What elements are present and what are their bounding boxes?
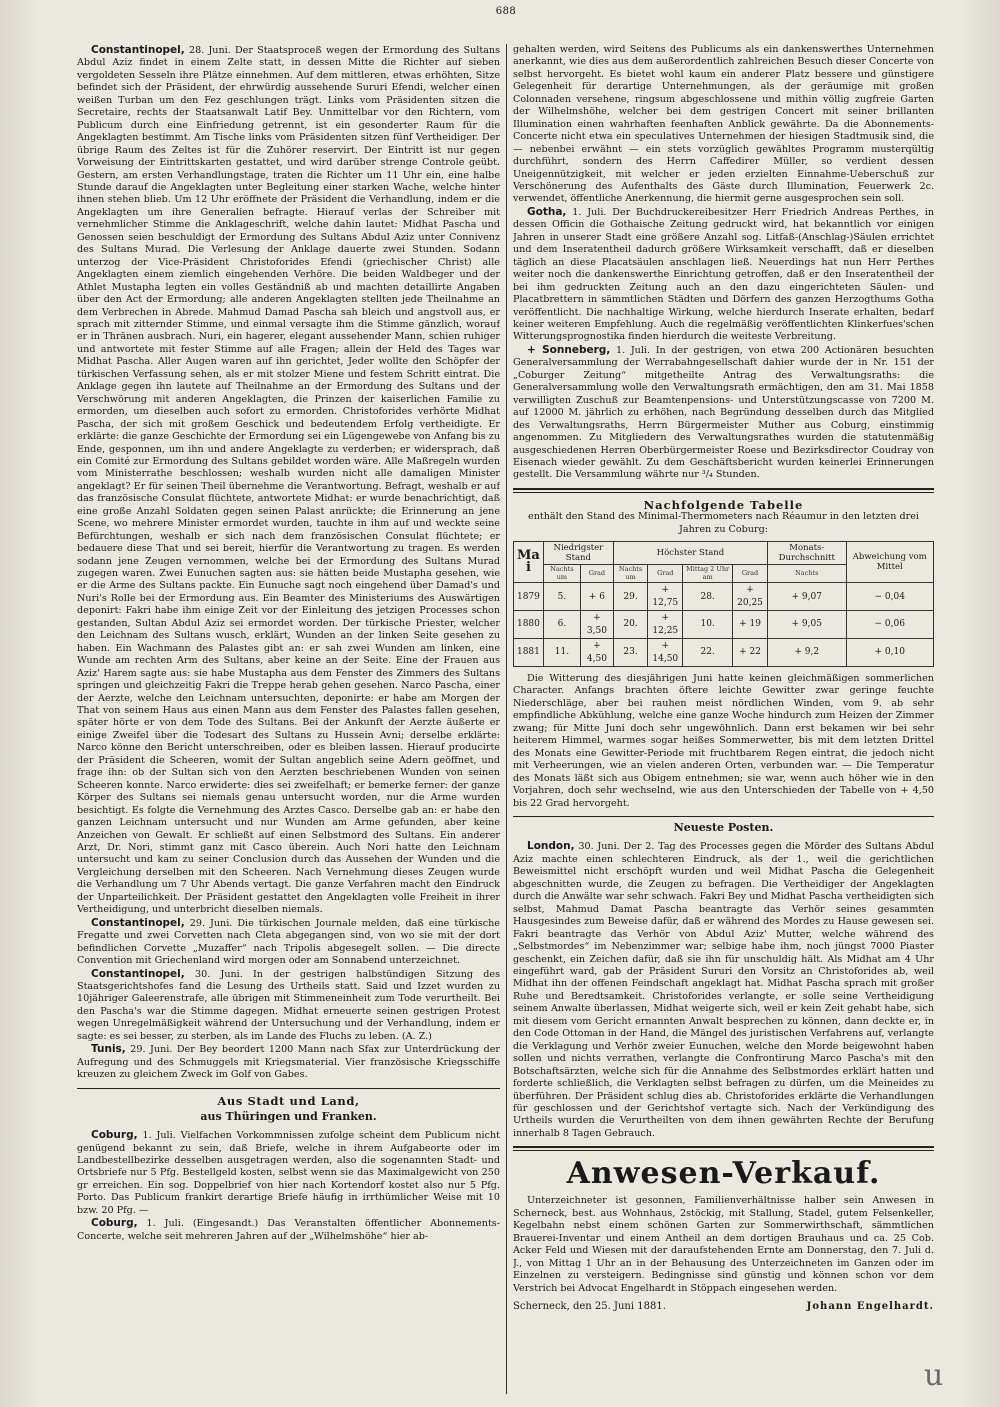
article-text: 29. Juni. Die türkischen Journale melden, daß eine türkische Fregatte und zwei Corvetten nach Cleta abgegangen sind, von wo sie mit der dort befindlichen Corvette „Muzaffer“ nach Tripolis abgesegelt sollen. — Die directe Convention mit Griechenland wird morgen oder am Sonnabend unterzeichnet. xyxy=(77,917,500,967)
weather-report: Die Witterung des diesjährigen Juni hatte keinen gleichmäßigen sommerlichen Character. Anfangs brachten öftere leichte Gewitter zwar geringe feuchte Niederschläge, aber bei rauhen meist nördlichen Winden, vom 9. ab sehr empfindliche Abkühlung, welche eine ganze Woche hindurch zum Heizen der Zimmer zwang; für Mitte Juni doch sehr ungewöhnlich. Dann erst bekamen wir bei sehr heiterem Himmel, warmes sogar heißes Sommerwetter, bis mit dem letzten Drittel des Monats eine Gewitter-Periode mit fruchtbarem Regen eintrat, die jedoch nicht mit Verheerungen, wie an vielen anderen Orten, verbunden war. — Die Temperatur des Monats läßt sich aus Obigem entnehmen; sie war, wenn auch höher wie in den Vorjahren, doch sehr wechselnd, wie aus den Unterschieden der Tabelle von + 4,50 bis 22 Grad hervorgeht. xyxy=(513,673,934,809)
cell: 11. xyxy=(543,639,580,667)
header-noon: Mittag 2 Uhr am xyxy=(683,565,733,583)
article-text: 1. Juli. Der Buchdruckereibesitzer Herr Friedrich Andreas Perthes, in dessen Officin die Gothaische Zeitung gedruckt wird, hat bekanntlich vor einigen Jahren in unserer Stadt eine größere Anzahl sog. Litfaß-(Anschlag-)Säulen errichtet und dem Inseratentheil dadurch größere Wirksamkeit verschafft, daß er dieselben täglich an diese Placatsäulen anschlagen ließ. Neuerdings hat nun Herr Perthes weiter noch die dankenswerthe Einrichtung getroffen, daß er den Inseratentheil der bei ihm gedruckten Zeitung auch an den dazu eingerichteten Säulen- und Placatbrettern in sämmtlichen Städten und Dörfern des ganzen Herzogthums Gotha veröffentlicht. Die nachhaltige Wirkung, welche hierdurch Inserate erhalten, bedarf keiner weiteren Empfehlung. Auch die regelmäßig veröffentlichten Klinkerfues'schen Witterungsprognostika finden hierdurch die weiteste Verbreitung. xyxy=(513,206,934,343)
cell: + 0,10 xyxy=(846,639,933,667)
dateline: Tunis, xyxy=(91,1043,126,1056)
header-deviation: Abweichung vom Mittel xyxy=(846,542,933,583)
ad-text: Unterzeichneter ist gesonnen, Familienverhältnisse halber sein Anwesen in Scherneck, best. aus Wohnhaus, 2stöckig, mit Stallung, Stadel, gutem Felsenkeller, Kegelbahn nebst einem schönen Garten zur Sommerwirthschaft, sämmtlichen Brauerei-Inventar und einem Antheil an dem dortigen Brauhaus und ca. 25 Cob. Acker Feld und Wiesen mit der daraufstehenden Ernte am Donnerstag, den 7. Juli d. J., von Mittag 1 Uhr an in der Behausung des Unterzeichneten im Ganzen oder im Einzelnen zu versteigern. Bedingnisse sind günstig und können schon vor dem Verstrich bei Advocat Engelhardt in Stöppach eingesehen werden. xyxy=(513,1195,934,1294)
article-constantinopel-28 xyxy=(77,44,500,917)
cell: 22. xyxy=(683,639,733,667)
dateline: Constantinopel, xyxy=(91,967,185,980)
cell: 10. xyxy=(683,611,733,639)
cell: − 0,06 xyxy=(846,611,933,639)
cell: − 0,04 xyxy=(846,583,933,611)
news-heading: Neueste Posten. xyxy=(673,821,774,835)
article-constantinopel-30 xyxy=(77,968,500,1044)
cell: + 20,25 xyxy=(733,583,768,611)
cell: + 12,75 xyxy=(648,583,683,611)
cell: + 9,07 xyxy=(768,583,847,611)
table-caption: enthält den Stand des Minimal-Thermometers nach Réaumur in den letzten drei Jahren zu Coburg: xyxy=(528,511,919,535)
article-text: 1. Juli. In der gestrigen, von etwa 200 Actionären besuchten Generalversammlung der Werrabahngesellschaft dahier wurde der in Nr. 151 der „Coburger Zeitung“ mitgetheilte Antrag des Verwaltungsraths: die Generalversammlung wolle den Verwaltungsrath ermächtigen, den am 31. Mai 1858 verwilligten Zuschuß zur Beamtenpensions- und Unterstützungscasse von 7200 M. auf 12000 M. jährlich zu erhöhen, nach Begründung desselben durch das Mitglied des Verwaltungsraths, Herrn Bürgermeister Muther aus Coburg, einstimmig angenommen. Zu Mitgliedern des Verwaltungsrathes wurden die statutenmäßig ausgeschiedenen Herren Oberbürgermeister Roese und Bezirksdirector Coudray von Eisenach wieder gewählt. Zu dem Geschäftsbericht wurden keinerlei Erinnerungen gestellt. Die Versammlung währte nur ³/₄ Stunden. xyxy=(513,344,934,481)
article-text: 29. Juni. Der Bey beordert 1200 Mann nach Sfax zur Unterdrückung der Aufregung und des Schmuggels mit Kriegsmaterial. Vier französische Kriegsschiffe kreuzen zu gleichem Zweck im Golf von Gabes. xyxy=(77,1044,500,1081)
dateline: Coburg, xyxy=(91,1217,138,1230)
article-text: 30. Juni. Der 2. Tag des Processes gegen die Mörder des Sultans Abdul Aziz machte einen schlechteren Eindruck, als der 1., weil die gerichtlichen Beweismittel nicht erschöpft wurden und weil Midhat Pascha die Gelegenheit abgeschnitten wurde, die Zeugen zu befragen. Die Vertheidiger der Angeklagten durch die Anwälte war sehr schwach. Fakri Bey und Midhat Pascha vertheidigten sich selbst, Mahmud Damat Pascha beantragte das Verhör seines gesammten Hausgesindes zum Beweise dafür, daß er während des Mordes zu Hause gewesen sei. Fakri beantragte das Verhör von Abdul Aziz' Mutter, welche während des „Selbstmordes“ im Nebenzimmer war; selbige habe ihm, noch jüngst 7000 Piaster geschenkt, ein Zeichen dafür, daß sie ihn für unschuldig hält. Als Midhat am 4 Uhr eingeführt ward, gab der Präsident Sururi den Vorsitz an Christoforides ab, weil Midhat ihn der offenen Feindschaft angeklagt hat. Midhat Pascha sprach mit großer Ruhe und Beredtsamkeit. Christoforides verlangte, er solle seine Vertheidigung seinem Anwalte überlassen, Midhat weigerte sich, weil er kein Zeit gehabt habe, sich mit diesem vom Gericht ernannten Anwalt besprechen zu können, dann deckte er, in den Code Ottoman in der Hand, die Mängel des juristischen Verfahrens auf, verlangte die Verklagung und Verhör zweier Eunuchen, welche den Morde beigewohnt haben sollen und nichts verrathen, verlangte die Confrontirung Marco Pascha's mit den Botschaftsärzten, welche sich für die Annahme des Selbstmordes erklärt hatten und forderte schließlich, die Verklagten selbst befragen zu dürfen, um die Meineides zu überführen. Der Präsident schlug dies ab. Christoforides erklärte die Verhandlungen für geschlossen und der Gerichtshof vertagte sich. Nach der Verkündigung des Urtheils wurden die Verurtheilten von dem ihnen gewährten Rechte der Berufung innerhalb 8 Tagen Gebrauch. xyxy=(513,841,934,1139)
dateline: Coburg, xyxy=(91,1129,138,1142)
cell: 29. xyxy=(613,583,647,611)
header-nights: Nachts um xyxy=(613,565,647,583)
header-lowest: Niedrigster Stand xyxy=(543,542,613,565)
cell: + 9,2 xyxy=(768,639,847,667)
ad-signature xyxy=(513,1301,934,1313)
thermometer-table xyxy=(513,541,934,667)
article-coburg-1 xyxy=(77,1129,500,1217)
dateline: London, xyxy=(527,840,575,853)
cell-year: 1879 xyxy=(514,583,544,611)
article-constantinopel-29 xyxy=(77,917,500,968)
cell: + 3,50 xyxy=(580,611,613,639)
ad-body xyxy=(513,1195,934,1313)
header-degree: Grad xyxy=(580,565,613,583)
table-title: Nachfolgende Tabelle xyxy=(643,497,804,512)
section-subheading: aus Thüringen und Franken. xyxy=(200,1109,377,1123)
column-divider xyxy=(506,44,507,1394)
header-nights: Nachts um xyxy=(543,565,580,583)
cell: + 12,25 xyxy=(648,611,683,639)
cell: 6. xyxy=(543,611,580,639)
cell: 20. xyxy=(613,611,647,639)
dateline: Constantinopel, xyxy=(91,916,185,929)
cell-year: 1881 xyxy=(514,639,544,667)
article-coburg-2 xyxy=(77,1217,500,1243)
header-degree: Grad xyxy=(648,565,683,583)
cell: 23. xyxy=(613,639,647,667)
article-sonneberg xyxy=(513,344,934,482)
page-number: 688 xyxy=(495,6,517,17)
cell: 5. xyxy=(543,583,580,611)
header-highest: Höchster Stand xyxy=(613,542,767,565)
section-heading: Aus Stadt und Land, xyxy=(217,1093,360,1108)
article-text: 1. Juli. Vielfachen Vorkommnissen zufolge scheint dem Publicum nicht genügend bekannt zu sein, daß Briefe, welche in ihrem Aufgabeorte oder im Landbestellbezirke desselben ausgetragen werden, also die sogenannten Stadt- und Ortsbriefe nur 5 Pfg. Bestellgeld kosten, selbst wenn sie das Maximalgewicht von 250 gr erreichen. Ein sog. Doppelbrief von hier nach Kortendorf kostet also nur 5 Pfg. Porto. Das Publicum frankirt derartige Briefe häufig in irrthümlicher Weise mit 10 bzw. 20 Pfg. — xyxy=(77,1130,500,1216)
header-month: Mai xyxy=(514,542,544,583)
table-rule xyxy=(513,488,934,493)
article-tunis xyxy=(77,1043,500,1081)
ad-place-date: Scherneck, den 25. Juni 1881. xyxy=(513,1300,666,1312)
article-gotha xyxy=(513,206,934,344)
section-rule xyxy=(513,816,934,817)
cell-year: 1880 xyxy=(514,611,544,639)
cell: + 22 xyxy=(733,639,768,667)
dateline: Gotha, xyxy=(527,205,567,218)
header-average-sub: Nachts xyxy=(768,565,847,583)
header-degree: Grad xyxy=(733,565,768,583)
dateline: Constantinopel, xyxy=(91,44,185,56)
article-text: 1. Juli. (Eingesandt.) Das Veranstalten öffentlicher Abonnements-Concerte, welche seit mehreren Jahren auf der „Wilhelmshöhe“ hier ab- xyxy=(77,1218,500,1242)
dateline: + Sonneberg, xyxy=(527,343,611,356)
cell: + 6 xyxy=(580,583,613,611)
ad-name: Johann Engelhardt. xyxy=(806,1300,934,1312)
article-text: 30. Juni. In der gestrigen halbstündigen Sitzung des Staatsgerichtshofes fand die Lesung des Urtheils statt. Said und Izzet wurden zu 10jähriger Galeerenstrafe, alle übrigen mit Stimmeneinheit zum Tode verurtheilt. Bei den Pascha's war die Stimme dagegen. Midhat erneuerte seinen gestrigen Protest wegen Unregelmäßigkeit während der Untersuchung und der Verhandlung, indem er sagte: es sei besser, zu sterben, als im Lande des Fluchs zu leben. (A. Z.) xyxy=(77,968,500,1042)
article-continuation: gehalten werden, wird Seitens des Publicums als ein dankenswerthes Unternehmen anerkannt, wie dies aus dem außerordentlich zahlreichen Besuch dieser Concerte von selbst hervorgeht. Es bietet wohl kaum ein anderer Platz bessere und günstigere Gelegenheit für derartige Unternehmungen, als der geräumige mit großen Colonnaden versehene, ringsum abgeschlossene und mithin völlig zugfreie Garten der Wilhelmshöhe, welcher bei dem gestrigen Concert mit seiner brillanten Illumination einen wahrhaften feenhaften Anblick gewährte. Da die Abonnements-Concerte nicht etwa ein speculatives Unternehmen der hiesigen Stadtmusik sind, die — nebenbei erwähnt — ein stets vorzüglich gewähltes Programm musterqültig durchführt, sondern des Herrn Caffedirer Müller, so verdient dessen Uneigennützigkeit, mit welcher er jeden erzielten Einnahme-Ueberschuß zur Verschönerung des Aufenthalts des Gäste durch Illumination, Feuerwerk 2c. verwendet, öffentliche Anerkennung, die hiermit gerne ausgesprochen sein soll. xyxy=(513,44,934,205)
table-row xyxy=(514,639,934,667)
article-london xyxy=(513,840,934,1140)
right-column xyxy=(513,44,934,1388)
cell: + 9,05 xyxy=(768,611,847,639)
section-rule xyxy=(77,1088,500,1089)
article-text: 28. Juni. Der Staatsproceß wegen der Ermordung des Sultans Abdul Aziz findet in einem Zelte statt, in dessen Mitte die Richter auf sieben vergoldeten Sesseln ihre Plätze einnehmen. Auf dem mittleren, etwas erhöhten, Sitze befindet sich der Präsident, der ehrwürdig aussehende Sururi Efendi, welcher einen weißen Turban um den Fez geschlungen trägt. Links vom Präsidenten sitzen die Secretaire, rechts der Staatsanwalt Latif Bey. Unmittelbar vor den Richtern, vom Publicum durch eine Einfriedung getrennt, ist ein gesonderter Raum für die Angeklagten bestimmt. Am Tische links vom Präsidenten sitzen fünf Vertheidiger. Der übrige Raum des Zeltes ist für die Zuhörer reservirt. Der Eintritt ist nur gegen Vorweisung der Eintrittskarten gestattet, und wird darüber strenge Controle geübt. Gestern, am ersten Verhandlungstage, traten die Richter um 11 Uhr ein, eine halbe Stunde darauf die Angeklagten unter Begleitung einer starken Wache, welche hinter ihnen stehen blieb. Um 12 Uhr eröffnete der Präsident die Verhandlung, indem er die Angeklagten um ihre Generalien befragte. Hierauf verlas der Schreiber mit vernehmlicher Stimme die Anklageschrift, welche dahin lautet: Midhat Pascha und Genossen seien beschuldigt der Ermordung des Sultans Abdul Aziz unter Connivenz des Sultans Murad. Die Verlesung der Anklage dauerte zwei Stunden. Sodann unterzog der Vice-Präsident Christoforides Efendi (griechischer Christ) alle Angeklagten einem ziemlich eingehenden Verhöre. Die beiden Waldbeger und der Athlet Mustapha legten ein volles Geständniß ab und machten detaillirte Angaben über den Act der Ermordung; alle anderen Angeklagten stellten jede Theilnahme an dem Verbrechen in Abrede. Mahmud Damad Pascha sah bleich und angstvoll aus, er sprach mit zitternder Stimme, und einmal versagte ihm die Stimme gänzlich, worauf er in Thränen ausbrach. Nuri, ein hagerer, elegant aussehender Mann, schien ruhiger und antwortete mit fester Stimme auf alle Fragen; allein der Held des Tages war Midhat Pascha. Aller Augen waren auf ihn gerichtet, Jeder wollte den Schöpfer der türkischen Verfassung sehen, als er mit stolzer Miene und festem Schritt eintrat. Die Anklage gegen ihn lautete auf Theilnahme an der Ermordung des Sultans und der Verschwörung mit anderen Angeklagten, die Prinzen der kaiserlichen Familie zu ermorden, um dieselben auch sofort zu ermorden. Christoforides verhörte Midhat Pascha, der sich mit großem Geschick und bedeutendem Erfolg vertheidigte. Er erklärte: die ganze Geschichte der Ermordung sei ein Lügengewebe von Anfang bis zu Ende, gesponnen, um ihn und andere Angeklagte zu verderben; er widersprach, daß ein Comité zur Ermordung des Sultans gebildet worden wäre. Alle Maßregeln wurden vom Ministerrathe beschlossen; weshalb wurden nicht alle damaligen Minister angeklagt? Er für seinen Theil übernehme die Verantwortung. Befragt, weshalb er auf das französische Consulat flüchtete, antwortete Midhat: er wurde benachrichtigt, daß eine große Anzahl Soldaten gegen seinen Palast anrückte; die Erinnerung an jene Scene, wo mehrere Minister ermordet wurden, tauchte in ihm auf und weckte seine Befürchtungen, weshalb er sich nach dem französischen Consulat flüchtete; er bedauere diese That und sei bereit, hierfür die Verantwortung zu tragen. Es werden sodann jene Zeugen vernommen, welche bei der Ermordung des Sultans Murad zugegen waren. Zwei Eunuchen sagten aus: sie hätten beide Mustapha gesehen, wie er die Arme des Sultans packte. Ein Eunuche sagt noch eingehend über Damad's und Nuri's Rolle bei der Ermordung aus. Ein Beamter des Ministeriums des Auswärtigen deponirt: Fakri habe ihm einige Zeit vor der Einleitung des jetzigen Processes schon gestanden, Sultan Abdul Aziz sei ermordet worden. Der türkische Priester, welcher den Leichnam des Sultans wusch, erklärt, Wunden an der linken Seite gesehen zu haben. Ein Wachmann des Palastes gibt an: er sah zwei Wunden am linken, eine Wunde am rechten Arm des Sultans, aber keine an der Seite. Eine der Frauen aus Aziz' Harem sagte aus: sie habe Mustapha aus dem Fenster des Zimmers des Sultans springen und gleichzeitig Fakri die Treppe herab gehen gesehen. Narco Pascha, einer der Aerzte, welche den Leichnam untersuchten, deponirte: er habe am Morgen der That von seinem Haus aus einen Mann aus dem Fenster des Palastes fallen gesehen, später hörte er von dem Tode des Sultans. Bei der Ankunft der Aerzte äußerte er einige Zweifel über die Todesart des Sultans zu Hussein Avni; derselbe erklärte: Narco könne den Bericht unterschreiben, oder es bleiben lassen. Hierauf producirte der Präsident die Scheeren, womit der Sultan angeblich seine Adern geöffnet, und frage ihn: ob der Sultan sich von den Aerzten beschriebenen Wunden von seinen Scheeren konnte. Narco erwiderte: dies sei zweifelhaft; er bemerke ferner: der ganze Körper des Sultans sei niemals genau untersucht worden, nur die Arme wurden besichtigt. Es folgte die Vernehmung des Arztes Casco. Derselbe gab an: er habe den ganzen Leichnam untersucht und nur Wunden am Arme gefunden, aber keine Anzeichen von Gewalt. Er schließt auf einen Selbstmord des Sultans. Ein anderer Arzt, Dr. Nori, stimmt ganz mit Casco überein. Auch Nori hatte den Leichnam untersucht und kam zu seiner Conclusion durch das Aussehen der Wunden und die Vergleichung derselben mit den Scheeren. Nach Vernehmung dieses Zeugen wurde die Verhandlung um 7 Uhr Abends vertagt. Die ganze Verfahren macht den Eindruck der Unparteilichkeit. Der Präsident gestattet den Angeklagten volle Freiheit in ihrer Vertheidigung, und unterbricht dieselben niemals. xyxy=(77,45,500,916)
cell: + 14,50 xyxy=(648,639,683,667)
table-row xyxy=(514,583,934,611)
ad-title: Anwesen-Verkauf. xyxy=(566,1156,881,1192)
cell: + 4,50 xyxy=(580,639,613,667)
cell: + 19 xyxy=(733,611,768,639)
left-column xyxy=(77,44,500,1388)
table-row xyxy=(514,611,934,639)
header-average: Monats-Durchschnitt xyxy=(768,542,847,565)
cell: 28. xyxy=(683,583,733,611)
ad-rule xyxy=(513,1146,934,1151)
handwritten-mark: u xyxy=(924,1358,944,1393)
